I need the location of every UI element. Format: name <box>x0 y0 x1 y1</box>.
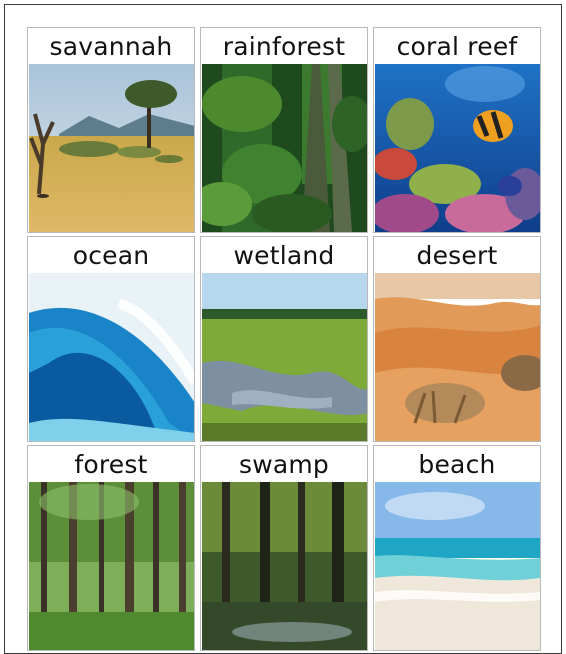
habitat-card-forest <box>27 445 195 651</box>
card-label: savannah <box>28 28 194 64</box>
swamp-photo <box>202 482 368 650</box>
ocean-photo <box>29 273 195 441</box>
habitat-card-coral-reef <box>373 27 541 233</box>
desert-photo <box>375 273 541 441</box>
card-label: beach <box>374 446 540 482</box>
card-label: forest <box>28 446 194 482</box>
card-label: rainforest <box>201 28 367 64</box>
card-label: swamp <box>201 446 367 482</box>
coral-reef-photo <box>375 64 541 232</box>
beach-photo <box>375 482 541 650</box>
habitat-card-wetland <box>200 236 368 442</box>
wetland-photo <box>202 273 368 441</box>
habitat-card-ocean <box>27 236 195 442</box>
habitat-card-beach <box>373 445 541 651</box>
habitat-card-desert <box>373 236 541 442</box>
savannah-photo <box>29 64 195 232</box>
forest-photo <box>29 482 195 650</box>
habitat-card-swamp <box>200 445 368 651</box>
rainforest-photo <box>202 64 368 232</box>
card-label: ocean <box>28 237 194 273</box>
card-label: desert <box>374 237 540 273</box>
habitat-card-savannah <box>27 27 195 233</box>
card-label: coral reef <box>374 28 540 64</box>
card-label: wetland <box>201 237 367 273</box>
habitat-card-rainforest <box>200 27 368 233</box>
